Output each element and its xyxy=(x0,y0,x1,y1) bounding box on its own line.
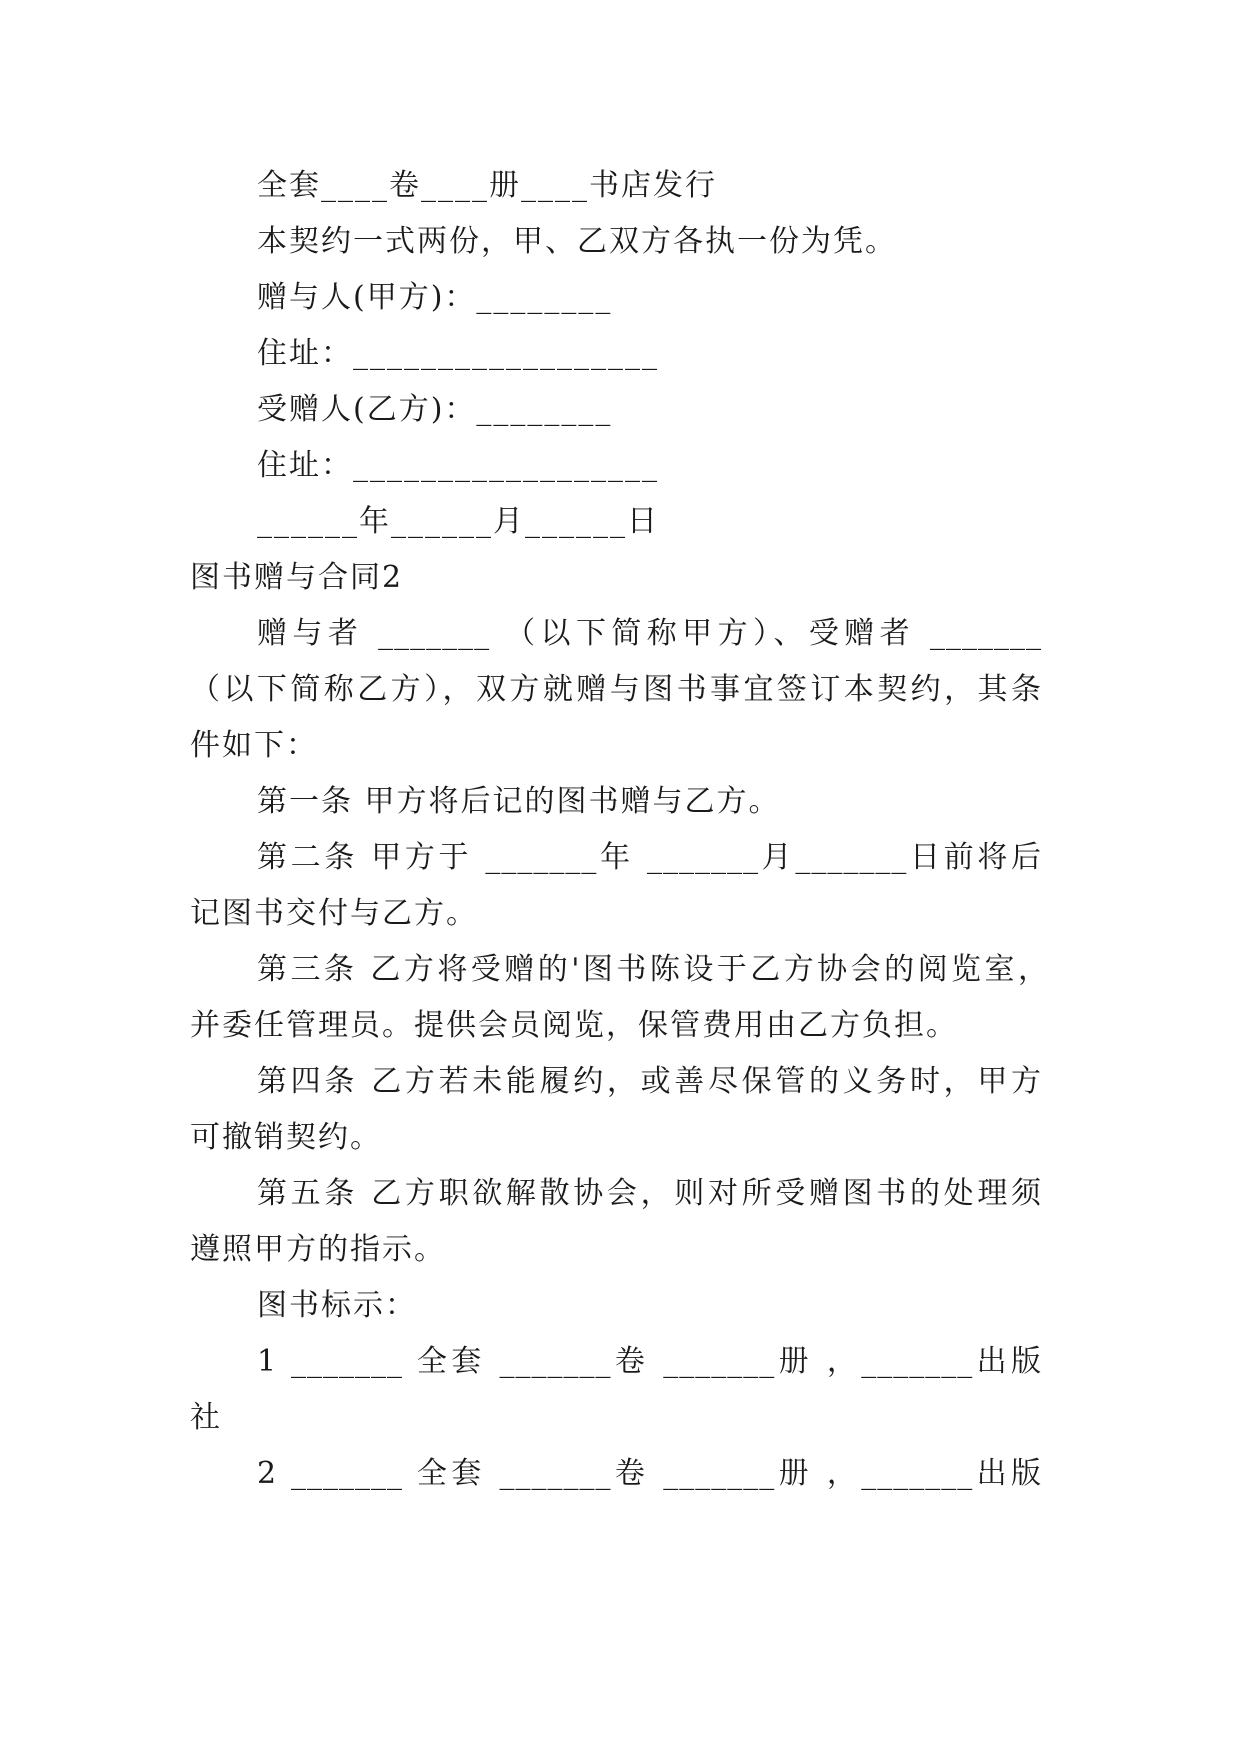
article-2-line-2: 记图书交付与乙方。 xyxy=(190,896,478,931)
parties-line-2: （以下简称乙方），双方就赠与图书事宜签订本契约，其条 xyxy=(190,672,1042,707)
book-item-1-line-2: 社 xyxy=(190,1400,222,1435)
book-listing-heading: 图书标示： xyxy=(257,1288,417,1323)
book-item-1-line-1: 1 _______ 全套 _______卷 _______册 ，_______出版 xyxy=(257,1344,1042,1379)
donor-address-line: 住址：__________________ xyxy=(257,336,659,371)
article-2-line-1: 第二条 甲方于 _______年 _______月_______日前将后 xyxy=(257,840,1042,875)
parties-line-1: 赠与者 _______ （以下简称甲方）、受赠者 _______ xyxy=(257,616,1042,651)
contract-title: 图书赠与合同2 xyxy=(190,560,404,595)
recipient-address-line: 住址：__________________ xyxy=(257,448,659,483)
copies-clause: 本契约一式两份，甲、乙双方各执一份为凭。 xyxy=(257,224,897,259)
date-line: ______年______月______日 xyxy=(257,504,659,539)
article-4-line-2: 可撤销契约。 xyxy=(190,1120,382,1155)
book-set-line: 全套____卷____册____书店发行 xyxy=(257,168,717,203)
article-4-line-1: 第四条 乙方若未能履约，或善尽保管的义务时，甲方 xyxy=(257,1064,1042,1099)
article-5-line-1: 第五条 乙方职欲解散协会，则对所受赠图书的处理须 xyxy=(257,1176,1042,1211)
article-3-line-2: 并委任管理员。提供会员阅览，保管费用由乙方负担。 xyxy=(190,1008,958,1043)
article-1: 第一条 甲方将后记的图书赠与乙方。 xyxy=(257,784,781,819)
recipient-signature-line: 受赠人(乙方)：________ xyxy=(257,392,613,427)
parties-line-3: 件如下： xyxy=(190,728,318,763)
article-3-line-1: 第三条 乙方将受赠的'图书陈设于乙方协会的阅览室， xyxy=(257,952,1049,987)
article-5-line-2: 遵照甲方的指示。 xyxy=(190,1232,446,1267)
book-item-2-line-1: 2 _______ 全套 _______卷 _______册 ，_______出版 xyxy=(257,1456,1042,1491)
donor-signature-line: 赠与人(甲方)：________ xyxy=(257,280,613,315)
